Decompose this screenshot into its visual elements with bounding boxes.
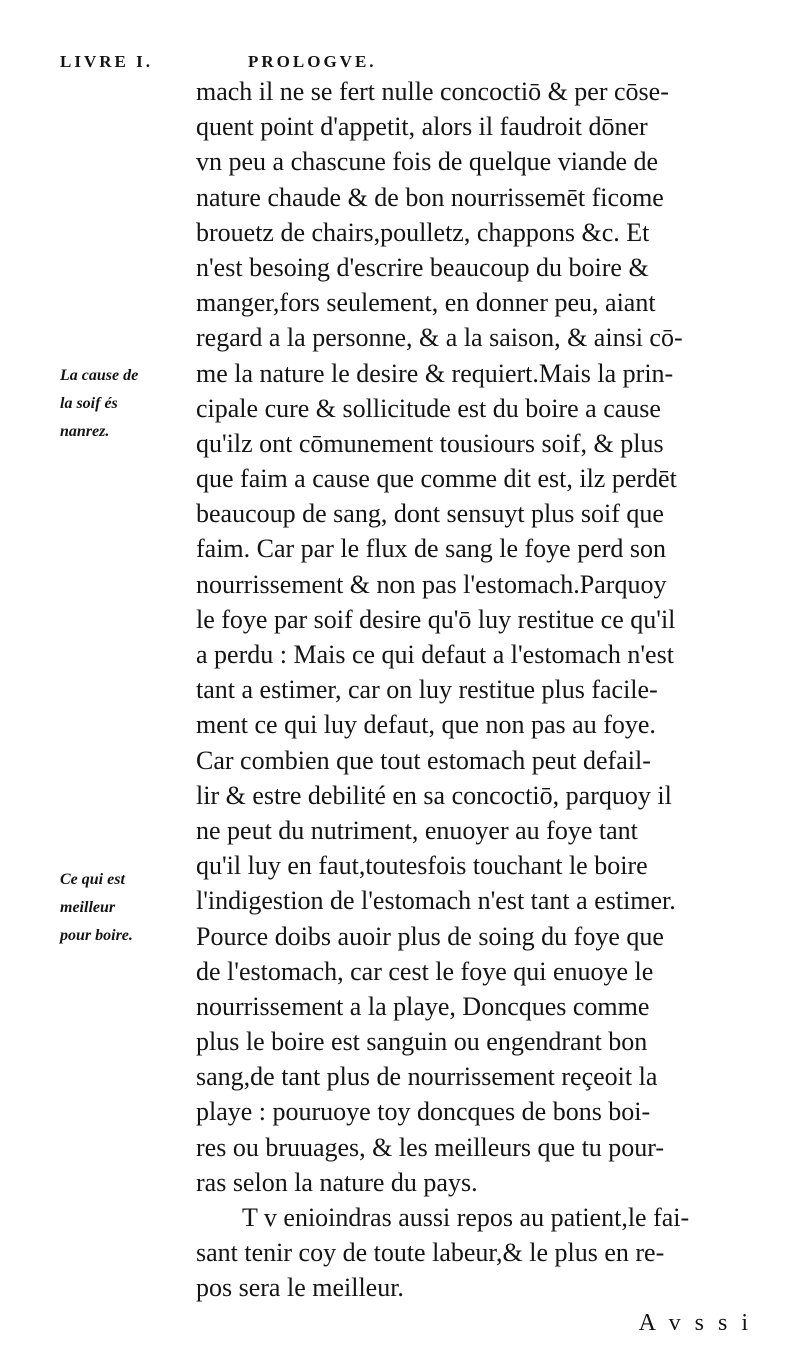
text-line: pos sera le meilleur. (196, 1273, 404, 1303)
text-line: playe : pouruoye toy doncques de bons boi- (196, 1097, 651, 1127)
marginal-note-line: la soif és (60, 395, 118, 412)
text-line: qu'ilz ont cōmunement tousiours soif, & plus (196, 428, 664, 458)
text-line: de l'estomach, car cest le foye qui enuoye le (196, 956, 654, 986)
running-head-book: LIVRE I. (60, 52, 153, 71)
marginal-note-line: nanrez. (60, 423, 110, 440)
marginal-note-line: meilleur (60, 899, 116, 916)
text-line: le foye par soif desire qu'ō luy restitue ce qu'il (196, 604, 676, 634)
text-line: manger,fors seulement, en donner peu, aiant (196, 288, 656, 318)
text-line: tant a estimer, car on luy restitue plus facile- (196, 675, 658, 705)
catchword: A v s s i (638, 1309, 752, 1336)
text-line: me la nature le desire & requiert.Mais la prin- (196, 358, 674, 388)
marginal-note-best-drink (60, 866, 190, 950)
marginal-note-cause-of-thirst (60, 362, 190, 446)
text-line: regard a la personne, & a la saison, & ainsi cō- (196, 323, 683, 353)
text-line: brouetz de chairs,poulletz, chappons &c. Et (196, 217, 650, 247)
text-line: sang,de tant plus de nourrissement reçeoit la (196, 1062, 658, 1092)
text-line: quent point d'appetit, alors il faudroit dōner (196, 112, 648, 142)
main-text-block (196, 74, 796, 1341)
text-line: cipale cure & sollicitude est du boire a cause (196, 393, 661, 423)
text-line: res ou bruuages, & les meilleurs que tu pour- (196, 1132, 665, 1162)
text-line: ras selon la nature du pays. (196, 1167, 478, 1197)
text-line: Car combien que tout estomach peut defail- (196, 745, 651, 775)
text-line: que faim a cause que comme dit est, ilz perdēt (196, 464, 677, 494)
marginal-note-line: La cause de (60, 367, 139, 384)
text-line: ne peut du nutriment, enuoyer au foye tant (196, 815, 638, 845)
text-line: l'indigestion de l'estomach n'est tant a estimer. (196, 886, 676, 916)
text-line: lir & estre debilité en sa concoctiō, parquoy il (196, 780, 672, 810)
marginal-note-line: pour boire. (60, 927, 133, 944)
text-line: sant tenir coy de toute labeur,& le plus en re- (196, 1238, 665, 1268)
text-line: T v enioindras aussi repos au patient,le fai- (242, 1203, 690, 1232)
text-line: mach il ne se fert nulle concoctiō & per cōse- (196, 77, 669, 106)
text-line: Pource doibs auoir plus de soing du foye que (196, 921, 664, 951)
text-line: plus le boire est sanguin ou engendrant bon (196, 1027, 648, 1057)
text-line: nourrissement & non pas l'estomach.Parquoy (196, 569, 667, 599)
marginal-note-line: Ce qui est (60, 871, 125, 888)
text-line: nature chaude & de bon nourrissemēt ficome (196, 182, 664, 212)
text-line: faim. Car par le flux de sang le foye perd son (196, 534, 667, 564)
text-line: nourrissement a la playe, Doncques comme (196, 991, 650, 1021)
text-line: qu'il luy en faut,toutesfois touchant le boire (196, 851, 648, 881)
text-line: a perdu : Mais ce qui defaut a l'estomach n'est (196, 640, 674, 669)
running-head-title: PROLOGVE. (248, 52, 377, 71)
text-line: ment ce qui luy defaut, que non pas au foye. (196, 710, 656, 740)
text-line: beaucoup de sang, dont sensuyt plus soif que (196, 499, 664, 529)
text-line: n'est besoing d'escrire beaucoup du boire & (196, 252, 649, 282)
text-line: vn peu a chascune fois de quelque viande de (196, 147, 659, 177)
